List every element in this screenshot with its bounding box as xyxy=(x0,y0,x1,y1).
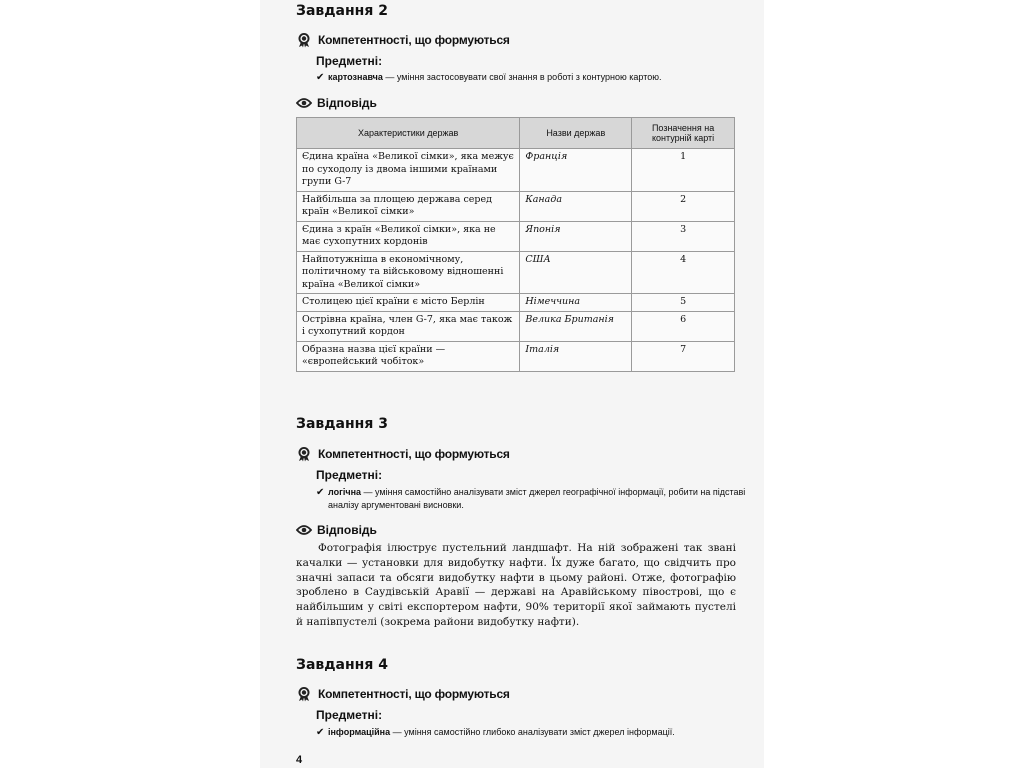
cell-characteristic: Столицею цієї країни є місто Берлін xyxy=(297,294,520,312)
cell-country: Канада xyxy=(520,191,632,221)
skill-name: картознавча xyxy=(328,72,383,82)
task-3-subject-label: Предметні: xyxy=(316,468,383,482)
table-row xyxy=(297,191,735,221)
skill-name: логічна xyxy=(328,487,362,497)
cell-number: 3 xyxy=(632,221,735,251)
medal-icon xyxy=(296,446,312,462)
task-2-competency-heading xyxy=(296,32,510,48)
cell-number: 6 xyxy=(632,311,735,341)
cell-characteristic: Найбільша за площею держава серед країн «Великої сімки» xyxy=(297,191,520,221)
task-2-answer-heading xyxy=(296,95,377,111)
header-country-names: Назви держав xyxy=(520,118,632,149)
cell-characteristic: Найпотужніша в економічному, політичному та військовому відношенні країна «Великої сімки» xyxy=(297,251,520,294)
task-4-competency-heading xyxy=(296,686,510,702)
cell-characteristic: Єдина країна «Великої сімки», яка межує по суходолу із двома іншими країнами групи G-7 xyxy=(297,149,520,192)
task-2-subject-label: Предметні: xyxy=(316,54,383,68)
cell-country: Японія xyxy=(520,221,632,251)
table-row xyxy=(297,149,735,192)
page-number: 4 xyxy=(296,754,303,766)
task-3-skill-item xyxy=(316,486,746,512)
task-3-answer-heading xyxy=(296,522,377,538)
task-4-skill-item xyxy=(316,726,746,739)
cell-country: Франція xyxy=(520,149,632,192)
header-map-number: Позначення на контурній карті xyxy=(632,118,735,149)
task-4-title: Завдання 4 xyxy=(296,657,388,673)
table-row xyxy=(297,221,735,251)
task-2-title: Завдання 2 xyxy=(296,3,388,19)
skill-description: — уміння застосовувати свої знання в роботі з контурною картою. xyxy=(382,72,662,82)
cell-number: 7 xyxy=(632,341,735,371)
answer-title: Відповідь xyxy=(317,96,377,110)
cell-number: 2 xyxy=(632,191,735,221)
medal-icon xyxy=(296,686,312,702)
cell-characteristic: Острівна країна, член G-7, яка має також і сухопутний кордон xyxy=(297,311,520,341)
answer-title: Відповідь xyxy=(317,523,377,537)
task-3-answer-text: Фотографія ілюструє пустельний ландшафт. На ній зображені так звані качалки — установки для видобутку нафти. Їх дуже багато, що свідчить про значні запаси та обсяги видобутку нафти в цьому районі. Отже, фотографію зроблено в Саудівській Аравії — державі на Аравійському півострові, що є найбільшим у світі експортером нафти, 90% території якої займають пустелі й напівпустелі (зокрема райони видобутку нафти). xyxy=(296,542,736,628)
table-row xyxy=(297,341,735,371)
eye-icon xyxy=(296,97,312,109)
competency-title: Компетентності, що формуються xyxy=(318,447,510,461)
cell-country: Велика Британія xyxy=(520,311,632,341)
cell-country: США xyxy=(520,251,632,294)
header-characteristics: Характеристики держав xyxy=(297,118,520,149)
skill-name: інформаційна xyxy=(328,727,391,737)
table-row xyxy=(297,294,735,312)
checkmark-icon: ✔ xyxy=(316,487,325,498)
table-header-row xyxy=(297,118,735,149)
competency-title: Компетентності, що формуються xyxy=(318,687,510,701)
cell-country: Німеччина xyxy=(520,294,632,312)
task-3-title: Завдання 3 xyxy=(296,416,388,432)
table-row xyxy=(297,311,735,341)
competency-title: Компетентності, що формуються xyxy=(318,33,510,47)
cell-number: 4 xyxy=(632,251,735,294)
skill-description: — уміння самостійно аналізувати зміст джерел географічної інформації, робити на підставі аналізу аргументовані висновки. xyxy=(328,487,746,510)
cell-number: 1 xyxy=(632,149,735,192)
cell-characteristic: Єдина з країн «Великої сімки», яка не має сухопутних кордонів xyxy=(297,221,520,251)
skill-description: — уміння самостійно глибоко аналізувати зміст джерел інформації. xyxy=(390,727,675,737)
table-row xyxy=(297,251,735,294)
checkmark-icon: ✔ xyxy=(316,72,325,83)
medal-icon xyxy=(296,32,312,48)
eye-icon xyxy=(296,524,312,536)
task-2-skill-item xyxy=(316,71,746,84)
cell-country: Італія xyxy=(520,341,632,371)
book-page xyxy=(260,0,764,768)
task-3-competency-heading xyxy=(296,446,510,462)
answer-table xyxy=(296,117,735,372)
cell-number: 5 xyxy=(632,294,735,312)
checkmark-icon: ✔ xyxy=(316,727,325,738)
cell-characteristic: Образна назва цієї країни — «європейський чобіток» xyxy=(297,341,520,371)
task-4-subject-label: Предметні: xyxy=(316,708,383,722)
